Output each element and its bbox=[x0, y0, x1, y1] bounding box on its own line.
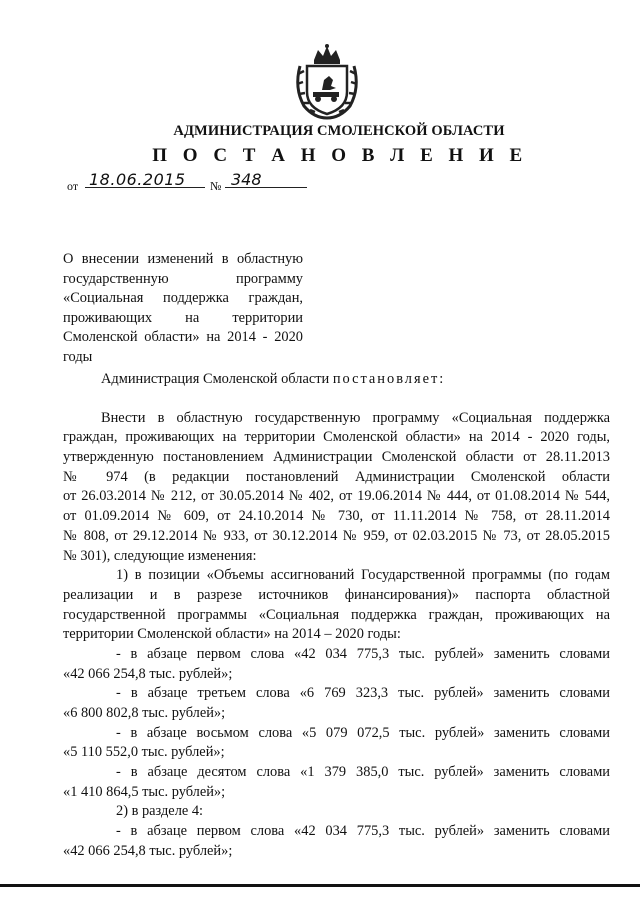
subject-line: «Социальная поддержка граждан, bbox=[63, 290, 303, 307]
body-line: «6 800 802,8 тыс. рублей»; bbox=[63, 705, 226, 721]
body-line: «1 410 864,5 тыс. рублей»; bbox=[63, 783, 226, 800]
body-line: утвержденную постановлением Администрации Смоленской области от 28.11.2013 bbox=[63, 449, 610, 466]
body-line: «42 066 254,8 тыс. рублей»; bbox=[63, 665, 233, 682]
resolves-word: постановляет: bbox=[332, 371, 446, 387]
subject-line: годы bbox=[63, 348, 93, 365]
body-line: № 301), следующие изменения: bbox=[63, 547, 257, 564]
body-line: - в абзаце третьем слова «6 769 323,3 тыс. рублей» заменить словами bbox=[116, 685, 610, 702]
body-line: - в абзаце первом слова «42 034 775,3 тыс. рублей» заменить словами bbox=[116, 823, 610, 840]
date-number-line bbox=[67, 172, 307, 194]
document-date: 18.06.2015 bbox=[85, 170, 205, 188]
organization-name: АДМИНИСТРАЦИЯ СМОЛЕНСКОЙ ОБЛАСТИ bbox=[173, 123, 505, 139]
body-line: № 974 (в редакции постановлений Администрации Смоленской области bbox=[63, 468, 610, 485]
subject-line: проживающих на территории bbox=[63, 309, 303, 326]
body-line: граждан, проживающих на территории Смоленской области» на 2014 - 2020 годы, bbox=[63, 429, 610, 446]
coat-of-arms-emblem bbox=[292, 44, 362, 120]
body-line: территории Смоленской области» на 2014 – 2020 годы: bbox=[63, 626, 401, 643]
document-subject bbox=[63, 250, 303, 368]
body-line: государственной программы «Социальная поддержка граждан, проживающих на bbox=[63, 606, 610, 623]
subject-line: государственную программу bbox=[63, 270, 303, 287]
date-prefix: от bbox=[67, 179, 79, 193]
body-line: Внести в областную государственную программу «Социальная поддержка bbox=[101, 409, 610, 426]
body-line: реализации и в разрезе источников финансирования)» паспорта областной bbox=[63, 586, 610, 603]
subject-line: Смоленской области» на 2014 - 2020 bbox=[63, 329, 303, 346]
intro-text: Администрация Смоленской области bbox=[101, 371, 333, 387]
body-line: от 26.03.2014 № 212, от 30.05.2014 № 402, от 19.06.2014 № 444, от 01.08.2014 № 544, bbox=[63, 488, 610, 505]
subject-line: О внесении изменений в областную bbox=[63, 251, 303, 267]
document-number: 348 bbox=[225, 170, 307, 188]
body-line: «42 066 254,8 тыс. рублей»; bbox=[63, 842, 233, 859]
number-prefix: № bbox=[210, 179, 222, 193]
document-type-title: П О С Т А Н О В Л Е Н И Е bbox=[152, 145, 528, 166]
body-line: 2) в разделе 4: bbox=[116, 803, 204, 820]
body-line: «5 110 552,0 тыс. рублей»; bbox=[63, 744, 225, 761]
body-line: - в абзаце десятом слова «1 379 385,0 тыс. рублей» заменить словами bbox=[116, 764, 610, 781]
document-body bbox=[63, 370, 610, 862]
scan-edge-line bbox=[0, 884, 640, 887]
body-line: № 808, от 29.12.2014 № 933, от 30.12.2014 № 959, от 02.03.2015 № 73, от 28.05.2015 bbox=[63, 527, 610, 544]
body-line: - в абзаце восьмом слова «5 079 072,5 тыс. рублей» заменить словами bbox=[116, 724, 610, 741]
intro-paragraph bbox=[63, 370, 610, 390]
body-line: - в абзаце первом слова «42 034 775,3 тыс. рублей» заменить словами bbox=[116, 645, 610, 662]
body-line: от 01.09.2014 № 609, от 24.10.2014 № 730, от 11.11.2014 № 758, от 28.11.2014 bbox=[63, 508, 610, 525]
body-line: 1) в позиции «Объемы ассигнований Государственной программы (по годам bbox=[116, 567, 610, 584]
